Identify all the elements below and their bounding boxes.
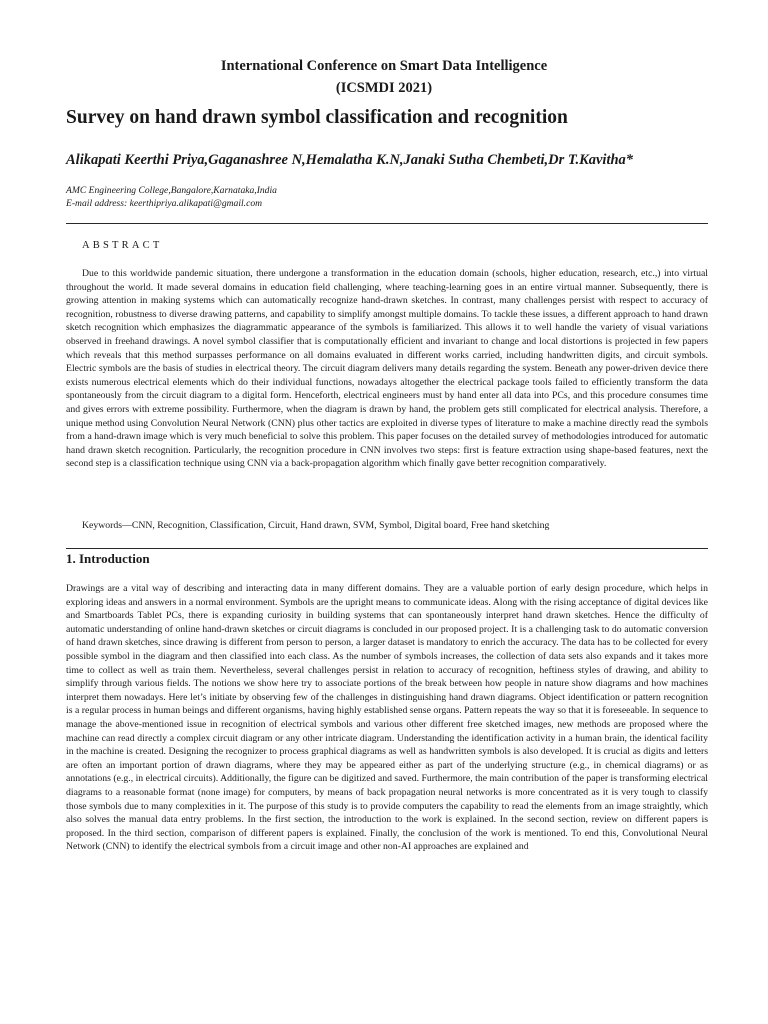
conference-acronym: (ICSMDI 2021) — [335, 80, 433, 96]
keywords-line: Keywords—CNN, Recognition, Classification, Circuit, Hand drawn, SVM, Symbol, Digital board, Free hand sketching — [82, 520, 550, 531]
introduction-heading: 1. Introduction — [66, 551, 150, 566]
introduction-text: Drawings are a vital way of describing and interacting data in many different domains. They are a valuable portion of early design procedure, which helps in exploring ideas and answers in a normal environment. Symbols are the upright means to communicate ideas. Along with the rising acceptance of digital devices like and Smartboards Tablet PCs, there is expanding curiosity in building systems that can spontaneously interpret hand drawn sketches. Hence the difficulty of automatic understanding of online hand-drawn sketches or circuit diagrams is concluded in our proposed project. It is a challenging task to do automatic conversion of hand drawn sketches, since drawing is different from person to person, a larger dataset is mandatory to enrich the accuracy. The data has to be collected for every possible symbol in the diagram and then classified into each class. As the number of symbols increases, the collection of data sets also expands and it takes more time to collect as well as train them. Nevertheless, several challenges persist in relation to accuracy of recognition, heftiness styles of drawing, and ability to simplify through various fields. The notions we show here try to associate portions of the break between how people in nature show diagrams and how machines interpret them nowadays. Here let’s initiate by observing few of the challenges in distinguishing hand drawn diagrams. Object identification or pattern recognition is a regular process in human beings and different organisms, having highly established sense organs. Pattern repeats the way so that it is foreseeable. In sequence to manage the above-mentioned issue in recognition of electrical symbols and various other different free sketched images, new methods are proposed where the machine can read directly a complex circuit diagram or any other intricate diagram. Understanding the identification activity in a human brain, the identical facility in the machine is created. Designing the recognizer to process graphical diagrams as well as handwritten symbols is also developed. It is crucial as digits and letters are often an important portion of drawn diagrams, where they may be appeared either as part of the underlying structure (e.g., in chemical diagrams) or as annotations (e.g., in electrical circuits). Additionally, the figure can be digitized and saved. Furthermore, the main contribution of the paper is transforming electrical diagrams to a reasonable format (none image) for computers, by means of back propagation neural networks is more concentrated as it is very tough to classify those symbols due to many complexities in it. The purpose of this study is to provide computers the capability to read the elements from an image straightly, which also solves the manual data entry problems. In the first section, the introduction to the work is explained. In the second section, review on different papers is proposed. In the third section, comparison of different papers is explained. Finally, the conclusion of the work is mentioned. To end this, Convolutional Neural Network (CNN) to identify the electrical symbols from a circuit image and other non-AI approaches are explained and — [66, 583, 708, 853]
paper-title: Survey on hand drawn symbol classification and recognition — [66, 107, 568, 128]
abstract-heading: ABSTRACT — [82, 240, 163, 251]
affiliation: AMC Engineering College,Bangalore,Karnataka,India — [66, 185, 277, 196]
header-divider — [66, 223, 708, 224]
email-address: E-mail address: keerthipriya.alikapati@gmail.com — [66, 198, 263, 209]
abstract-text: Due to this worldwide pandemic situation, there undergone a transformation in the education domain (schools, higher education, research, etc.,) into virtual throughout the world. It made several domains in education field challenging, where teaching-learning goes in an entire virtual manner. Subsequently, there is growing attention in making systems which can automatically recognize hand-drawn sketches. In contrast, many challenges persist with respect to accuracy of recognition, robustness to diverse drawing patterns, and capability to simplify amongst multiple domains. To tackle these issues, a different approach to hand drawn sketch recognition which emphasizes the diagrammatic appearance of the symbols is familiarized. This allows it to well handle the variety of visual variations observed in freehand drawings. A novel symbol classifier that is computationally efficient and invariant to change and local distortions is projected in few papers which reveals that this method surpasses performance on all domains evaluated in different works carried, including handwritten digits, and circuit symbols. Electric symbols are the basis of studies in electrical theory. The circuit diagram delivers many details regarding the system. Beneath any power-driven device there exists numerous electrical elements which do their individual functions, nowadays altogether the electrical package tools failed to efficiently transform the data spontaneously from the circuit diagram to a digital form. Henceforth, electrical engineers must by hand enter all data into PCs, and this procedure consumes time and gives errors with extreme possibility. Furthermore, when the diagram is drawn by hand, the problem gets still complicated for electrical analysis. Therefore, a unique method using Convolution Neural Network (CNN) plus other tactics are exploited in diverse types of literature to make a machine directly read the symbols from a hand-drawn image which is very much beneficial to solve this problem. This paper focuses on the detailed survey of methodologies introduced for automatic hand drawn sketch recognition. Particularly, the recognition procedure in CNN involves two steps: first is feature extraction using shape-based features, next the second step is a classification technique using CNN via a back-propagation algorithm which finally gave better recognition comparatively. — [66, 268, 708, 470]
author-list: Alikapati Keerthi Priya,Gaganashree N,Hemalatha K.N,Janaki Sutha Chembeti,Dr T.Kavitha* — [66, 152, 634, 168]
conference-name: International Conference on Smart Data Intelligence — [220, 58, 548, 74]
section-divider — [66, 548, 708, 549]
